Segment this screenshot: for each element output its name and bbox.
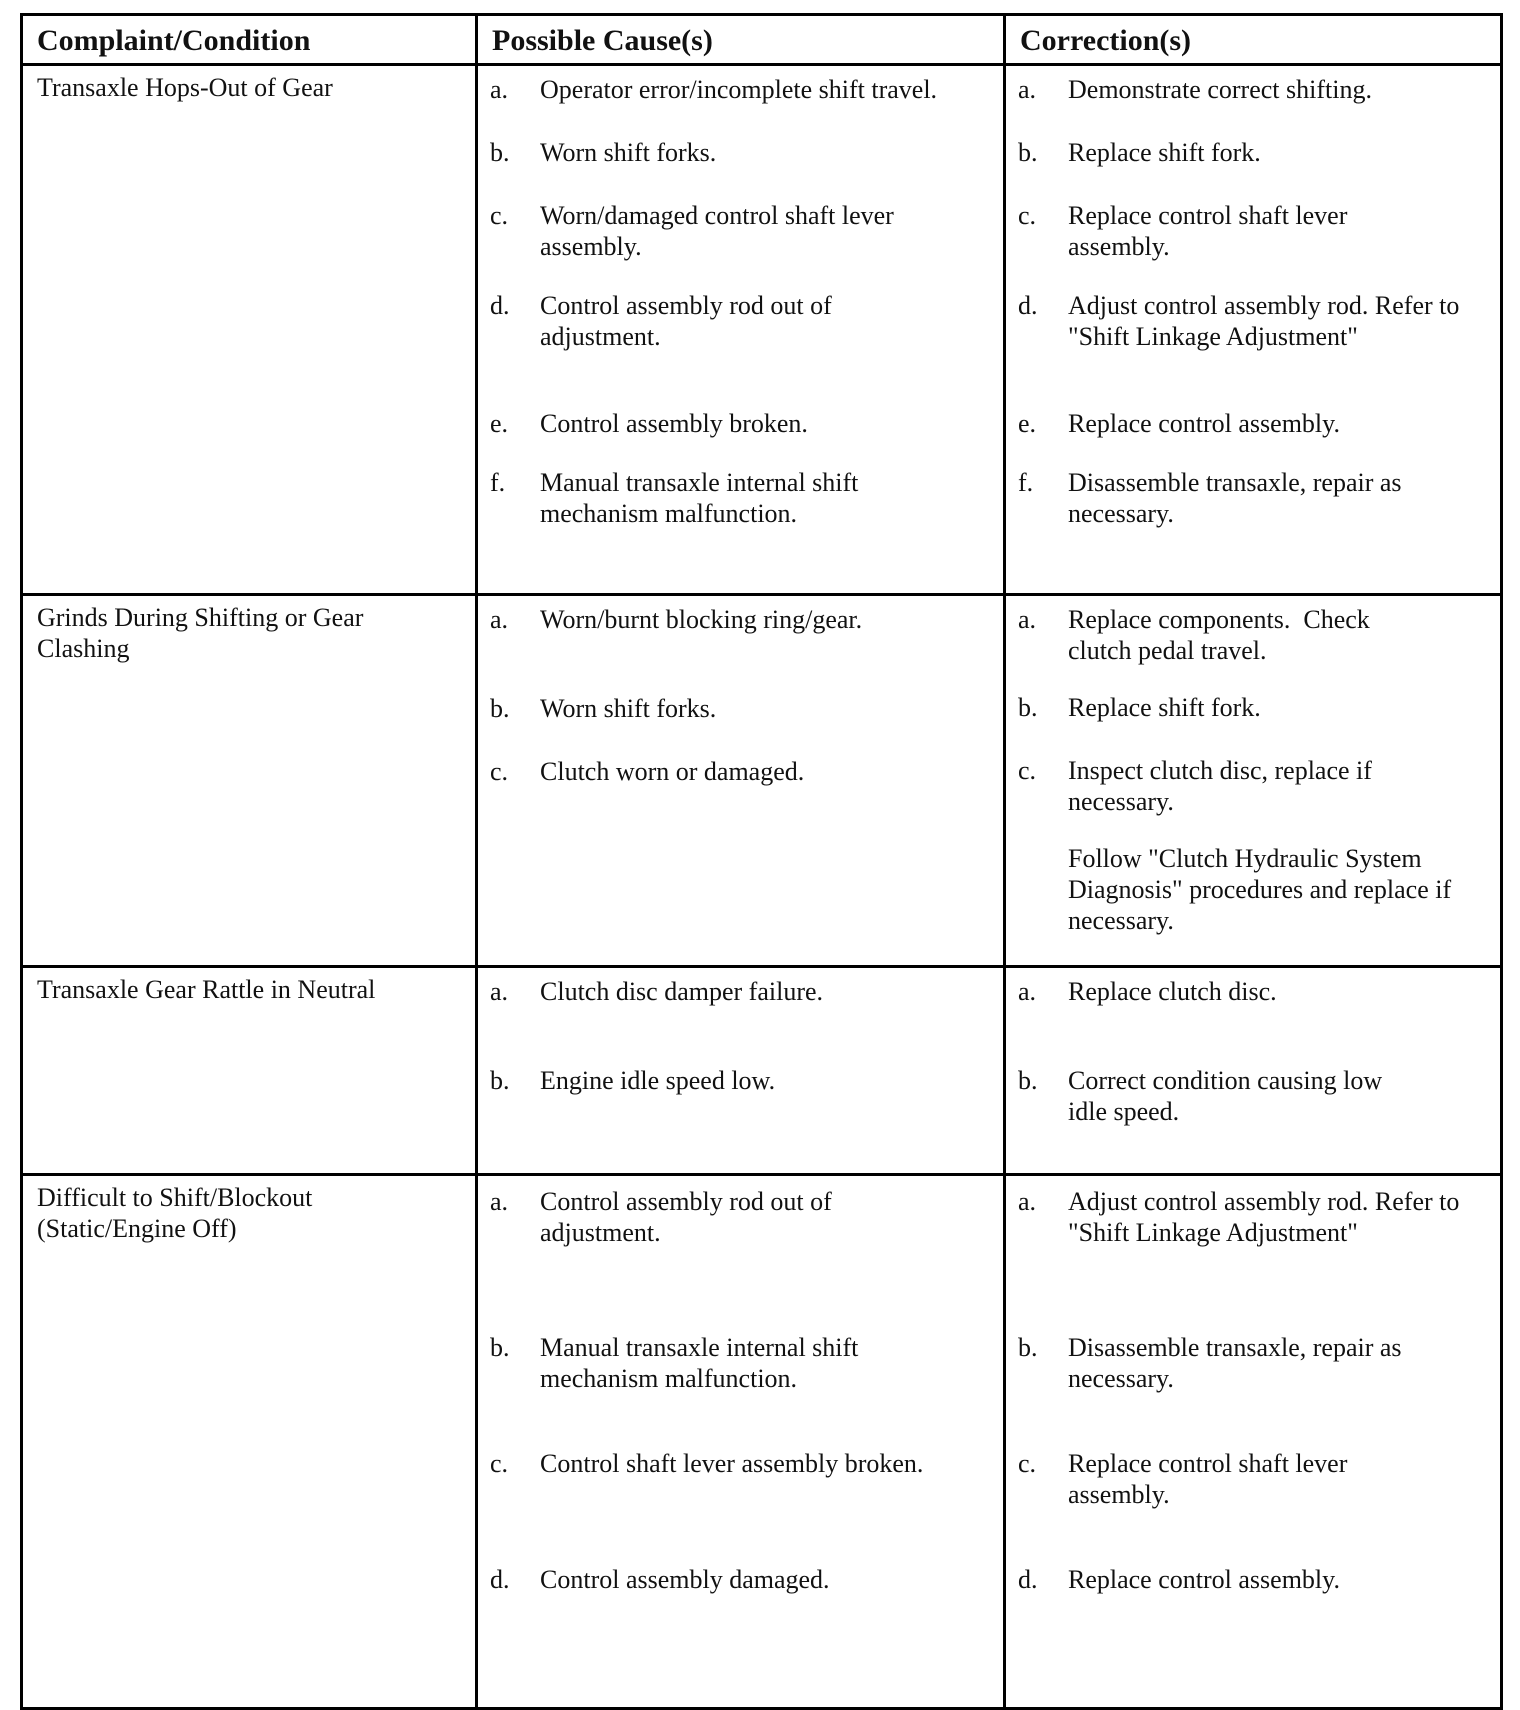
item-letter: f. xyxy=(490,468,506,497)
item-text: Worn/damaged control shaft lever assembly. xyxy=(540,201,894,261)
list-item xyxy=(490,976,993,1007)
list-item xyxy=(490,1564,993,1595)
item-letter: c. xyxy=(490,1449,509,1478)
item-text: Disassemble transaxle, repair as necessary. xyxy=(1068,1333,1402,1393)
item-letter: b. xyxy=(490,1066,510,1095)
correction-cell xyxy=(1005,65,1502,595)
diagnosis-document xyxy=(20,13,1500,1710)
table-row xyxy=(22,65,1502,595)
item-letter: a. xyxy=(1018,605,1037,634)
item-letter: b. xyxy=(1018,1066,1038,1095)
list-item xyxy=(490,467,993,529)
correction-cell xyxy=(1005,595,1502,967)
item-letter: f. xyxy=(1018,468,1034,497)
condition-text: Transaxle Hops-Out of Gear xyxy=(37,73,333,102)
table-row xyxy=(22,967,1502,1175)
condition-text: Difficult to Shift/Blockout (Static/Engine Off) xyxy=(37,1183,313,1243)
list-item xyxy=(1018,604,1490,666)
item-text: Correct condition causing low idle speed. xyxy=(1068,1066,1383,1126)
item-text: Replace clutch disc. xyxy=(1068,977,1277,1006)
list-item xyxy=(1018,408,1490,439)
item-letter: b. xyxy=(1018,1333,1038,1362)
item-letter: d. xyxy=(1018,1565,1038,1594)
list-item xyxy=(1018,755,1490,817)
condition-cell xyxy=(22,65,477,595)
table-row xyxy=(22,595,1502,967)
item-text: Replace shift fork. xyxy=(1068,693,1261,722)
cause-cell xyxy=(477,65,1005,595)
item-text: Replace shift fork. xyxy=(1068,138,1261,167)
item-text: Operator error/incomplete shift travel. xyxy=(540,75,938,104)
list-item xyxy=(1018,467,1490,529)
item-letter: a. xyxy=(490,1187,509,1216)
cause-cell xyxy=(477,967,1005,1175)
list-item xyxy=(490,693,993,724)
header-correction: Correction(s) xyxy=(1005,15,1502,65)
item-text: Adjust control assembly rod. Refer to "Shift Linkage Adjustment" xyxy=(1068,1187,1460,1247)
cause-cell xyxy=(477,1175,1005,1709)
item-text: Control assembly damaged. xyxy=(540,1565,830,1594)
condition-text: Transaxle Gear Rattle in Neutral xyxy=(37,975,376,1004)
list-item xyxy=(1018,1448,1490,1510)
item-text: Control assembly broken. xyxy=(540,409,808,438)
list-item xyxy=(1018,1186,1490,1248)
list-item xyxy=(1018,290,1490,352)
diagnosis-table xyxy=(20,13,1503,1710)
item-letter: a. xyxy=(1018,75,1037,104)
list-item xyxy=(490,408,993,439)
item-text: Control assembly rod out of adjustment. xyxy=(540,1187,832,1247)
item-letter: a. xyxy=(1018,977,1037,1006)
item-text: Replace control shaft lever assembly. xyxy=(1068,1449,1348,1509)
item-text: Engine idle speed low. xyxy=(540,1066,776,1095)
item-text: Worn shift forks. xyxy=(540,138,717,167)
item-letter: c. xyxy=(490,757,509,786)
item-text: Demonstrate correct shifting. xyxy=(1068,75,1372,104)
item-letter: b. xyxy=(1018,693,1038,722)
item-text: Control assembly rod out of adjustment. xyxy=(540,291,832,351)
item-letter: c. xyxy=(1018,756,1037,785)
item-letter: d. xyxy=(1018,291,1038,320)
list-item xyxy=(490,1186,993,1248)
list-item xyxy=(490,290,993,352)
list-item xyxy=(1018,200,1490,262)
item-letter: b. xyxy=(490,138,510,167)
list-item xyxy=(490,604,993,635)
item-letter: d. xyxy=(490,1565,510,1594)
item-text: Inspect clutch disc, replace if necessary. xyxy=(1068,756,1372,816)
list-item xyxy=(490,1332,993,1394)
item-text: Manual transaxle internal shift mechanism malfunction. xyxy=(540,1333,859,1393)
item-letter: b. xyxy=(490,1333,510,1362)
item-text: Manual transaxle internal shift mechanism malfunction. xyxy=(540,468,859,528)
item-letter: c. xyxy=(490,201,509,230)
item-letter: a. xyxy=(490,605,509,634)
item-text: Worn/burnt blocking ring/gear. xyxy=(540,605,863,634)
list-item xyxy=(490,1448,993,1479)
item-text: Disassemble transaxle, repair as necessary. xyxy=(1068,468,1402,528)
correction-note: Follow "Clutch Hydraulic System Diagnosis" procedures and replace if necessary. xyxy=(1068,844,1452,935)
list-item xyxy=(1018,1065,1490,1127)
item-letter: a. xyxy=(490,977,509,1006)
item-text: Replace control assembly. xyxy=(1068,409,1340,438)
list-item xyxy=(490,200,993,262)
list-item xyxy=(1018,1564,1490,1595)
cause-cell xyxy=(477,595,1005,967)
item-letter: b. xyxy=(1018,138,1038,167)
condition-text: Grinds During Shifting or Gear Clashing xyxy=(37,603,364,663)
item-letter: d. xyxy=(490,291,510,320)
header-complaint: Complaint/Condition xyxy=(22,15,477,65)
item-text: Replace control assembly. xyxy=(1068,1565,1340,1594)
list-item xyxy=(490,1065,993,1096)
item-letter: c. xyxy=(1018,201,1037,230)
correction-cell xyxy=(1005,967,1502,1175)
header-cause: Possible Cause(s) xyxy=(477,15,1005,65)
item-text: Clutch disc damper failure. xyxy=(540,977,824,1006)
item-text: Control shaft lever assembly broken. xyxy=(540,1449,924,1478)
item-letter: e. xyxy=(1018,409,1037,438)
list-item xyxy=(1018,692,1490,723)
list-item xyxy=(1018,74,1490,105)
list-item xyxy=(1018,1332,1490,1394)
correction-cell xyxy=(1005,1175,1502,1709)
list-item xyxy=(490,74,993,105)
list-item xyxy=(490,756,993,787)
condition-cell xyxy=(22,1175,477,1709)
condition-cell xyxy=(22,595,477,967)
item-text: Worn shift forks. xyxy=(540,694,717,723)
header-row xyxy=(22,15,1502,65)
item-letter: c. xyxy=(1018,1449,1037,1478)
table-row xyxy=(22,1175,1502,1709)
list-item xyxy=(1018,976,1490,1007)
item-letter: a. xyxy=(490,75,509,104)
item-letter: e. xyxy=(490,409,509,438)
item-text: Replace components. Check clutch pedal travel. xyxy=(1068,605,1377,665)
item-letter: a. xyxy=(1018,1187,1037,1216)
list-item xyxy=(490,137,993,168)
condition-cell xyxy=(22,967,477,1175)
list-item xyxy=(1018,137,1490,168)
item-letter: b. xyxy=(490,694,510,723)
item-text: Replace control shaft lever assembly. xyxy=(1068,201,1348,261)
item-text: Adjust control assembly rod. Refer to "Shift Linkage Adjustment" xyxy=(1068,291,1460,351)
item-text: Clutch worn or damaged. xyxy=(540,757,805,786)
